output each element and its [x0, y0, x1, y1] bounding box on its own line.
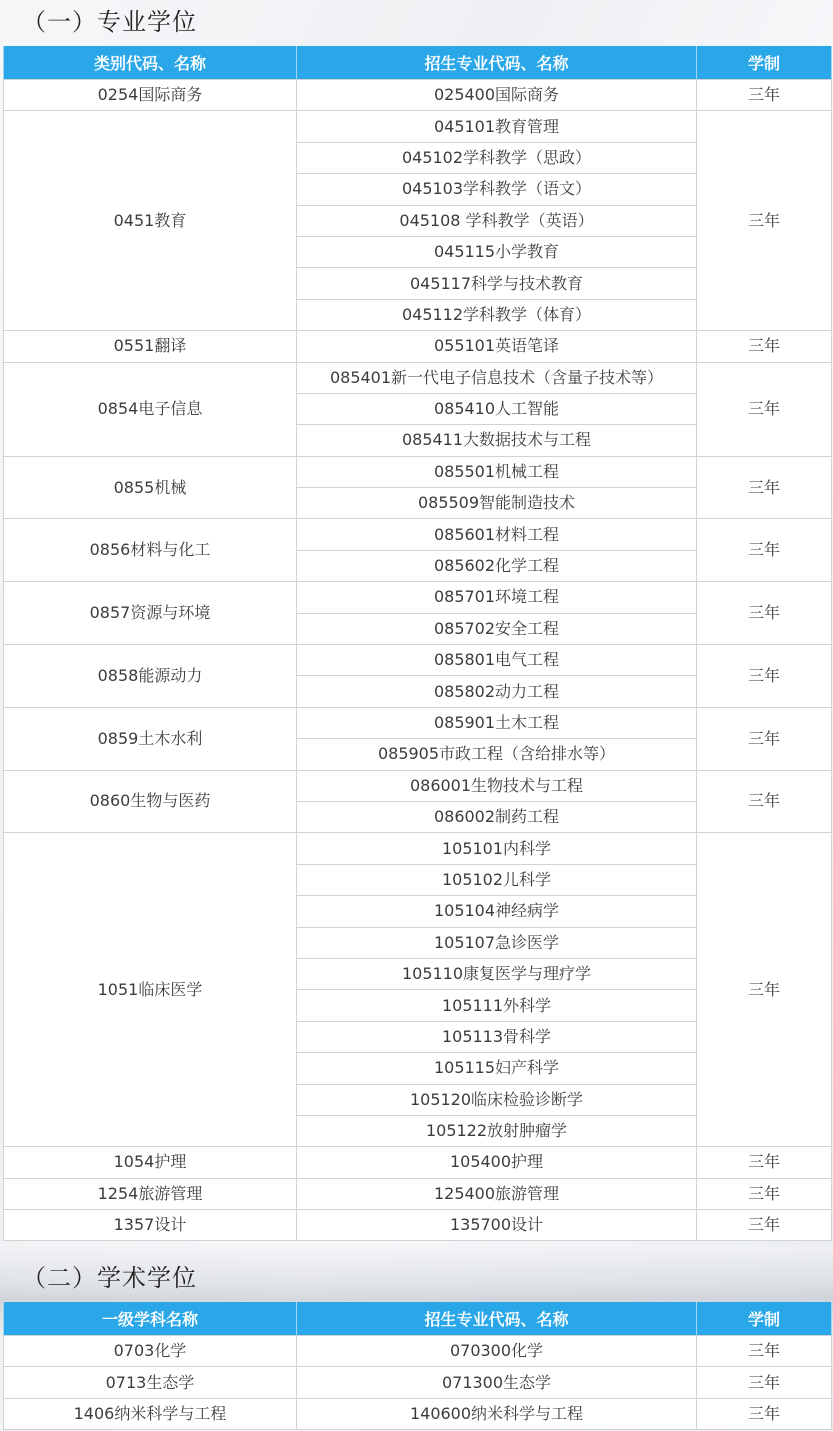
- table-row: [4, 519, 832, 550]
- major-cell: 085905市政工程（含给排水等）: [297, 739, 697, 770]
- table-header-row: [4, 46, 832, 80]
- duration-cell: 三年: [697, 362, 832, 456]
- header-category: 一级学科名称: [4, 1302, 297, 1336]
- major-cell: 085411大数据技术与工程: [297, 425, 697, 456]
- major-cell: 045103学科教学（语文）: [297, 174, 697, 205]
- category-cell: 0254国际商务: [4, 80, 297, 111]
- duration-cell: 三年: [697, 645, 832, 708]
- major-cell: 085601材料工程: [297, 519, 697, 550]
- section-title-professional: （一）专业学位: [22, 8, 197, 36]
- major-cell: 045117科学与技术教育: [297, 268, 697, 299]
- duration-cell: 三年: [697, 1147, 832, 1178]
- major-cell: 085602化学工程: [297, 550, 697, 581]
- header-major: 招生专业代码、名称: [297, 1302, 697, 1336]
- table-row: [4, 645, 832, 676]
- major-cell: 085802动力工程: [297, 676, 697, 707]
- major-cell: 045102学科教学（思政）: [297, 142, 697, 173]
- category-cell: 1406纳米科学与工程: [4, 1398, 297, 1429]
- duration-cell: 三年: [697, 1398, 832, 1429]
- major-cell: 085701环境工程: [297, 582, 697, 613]
- header-duration: 学制: [697, 1302, 832, 1336]
- category-cell: 0856材料与化工: [4, 519, 297, 582]
- category-cell: 0854电子信息: [4, 362, 297, 456]
- table-row: [4, 80, 832, 111]
- category-cell: 0858能源动力: [4, 645, 297, 708]
- major-cell: 085801电气工程: [297, 645, 697, 676]
- major-cell: 125400旅游管理: [297, 1178, 697, 1209]
- major-cell: 105122放射肿瘤学: [297, 1115, 697, 1146]
- duration-cell: 三年: [697, 833, 832, 1147]
- category-cell: 1054护理: [4, 1147, 297, 1178]
- major-cell: 105120临床检验诊断学: [297, 1084, 697, 1115]
- duration-cell: 三年: [697, 1210, 832, 1241]
- major-cell: 045115小学教育: [297, 236, 697, 267]
- academic-degree-table: [3, 1302, 832, 1430]
- table-row: [4, 707, 832, 738]
- major-cell: 105113骨科学: [297, 1021, 697, 1052]
- duration-cell: 三年: [697, 1336, 832, 1367]
- category-cell: 1254旅游管理: [4, 1178, 297, 1209]
- header-category: 类别代码、名称: [4, 46, 297, 80]
- category-cell: 0451教育: [4, 111, 297, 331]
- category-cell: 0703化学: [4, 1336, 297, 1367]
- major-cell: 086001生物技术与工程: [297, 770, 697, 801]
- category-cell: 0855机械: [4, 456, 297, 519]
- category-cell: 0857资源与环境: [4, 582, 297, 645]
- table-header-row: [4, 1302, 832, 1336]
- table-row: [4, 833, 832, 864]
- major-cell: 135700设计: [297, 1210, 697, 1241]
- table-row: [4, 111, 832, 142]
- duration-cell: 三年: [697, 1367, 832, 1398]
- professional-table-body: [4, 80, 832, 1241]
- duration-cell: 三年: [697, 1178, 832, 1209]
- category-cell: 1051临床医学: [4, 833, 297, 1147]
- section-title-academic: （二）学术学位: [22, 1264, 197, 1292]
- duration-cell: 三年: [697, 770, 832, 833]
- major-cell: 105107急诊医学: [297, 927, 697, 958]
- header-duration: 学制: [697, 46, 832, 80]
- major-cell: 085410人工智能: [297, 393, 697, 424]
- table-row: [4, 770, 832, 801]
- major-cell: 105115妇产科学: [297, 1053, 697, 1084]
- major-cell: 085501机械工程: [297, 456, 697, 487]
- professional-degree-table: [3, 46, 832, 1241]
- major-cell: 025400国际商务: [297, 80, 697, 111]
- major-cell: 055101英语笔译: [297, 331, 697, 362]
- major-cell: 105400护理: [297, 1147, 697, 1178]
- academic-table-body: [4, 1336, 832, 1430]
- table-row: [4, 1398, 832, 1429]
- major-cell: 105102儿科学: [297, 864, 697, 895]
- major-cell: 070300化学: [297, 1336, 697, 1367]
- major-cell: 105104神经病学: [297, 896, 697, 927]
- major-cell: 086002制药工程: [297, 801, 697, 832]
- table-row: [4, 1210, 832, 1241]
- duration-cell: 三年: [697, 519, 832, 582]
- table-row: [4, 1367, 832, 1398]
- duration-cell: 三年: [697, 80, 832, 111]
- category-cell: 0859土木水利: [4, 707, 297, 770]
- category-cell: 0551翻译: [4, 331, 297, 362]
- table-row: [4, 362, 832, 393]
- header-major: 招生专业代码、名称: [297, 46, 697, 80]
- major-cell: 105111外科学: [297, 990, 697, 1021]
- major-cell: 105110康复医学与理疗学: [297, 958, 697, 989]
- table-row: [4, 1178, 832, 1209]
- category-cell: 1357设计: [4, 1210, 297, 1241]
- table-row: [4, 1147, 832, 1178]
- major-cell: 140600纳米科学与工程: [297, 1398, 697, 1429]
- table-row: [4, 1336, 832, 1367]
- duration-cell: 三年: [697, 331, 832, 362]
- major-cell: 045112学科教学（体育）: [297, 299, 697, 330]
- duration-cell: 三年: [697, 111, 832, 331]
- major-cell: 105101内科学: [297, 833, 697, 864]
- major-cell: 045101教育管理: [297, 111, 697, 142]
- category-cell: 0713生态学: [4, 1367, 297, 1398]
- category-cell: 0860生物与医药: [4, 770, 297, 833]
- table-row: [4, 456, 832, 487]
- duration-cell: 三年: [697, 456, 832, 519]
- table-row: [4, 331, 832, 362]
- duration-cell: 三年: [697, 707, 832, 770]
- duration-cell: 三年: [697, 582, 832, 645]
- major-cell: 085509智能制造技术: [297, 488, 697, 519]
- major-cell: 085901土木工程: [297, 707, 697, 738]
- major-cell: 071300生态学: [297, 1367, 697, 1398]
- major-cell: 045108 学科教学（英语）: [297, 205, 697, 236]
- table-row: [4, 582, 832, 613]
- major-cell: 085401新一代电子信息技术（含量子技术等）: [297, 362, 697, 393]
- major-cell: 085702安全工程: [297, 613, 697, 644]
